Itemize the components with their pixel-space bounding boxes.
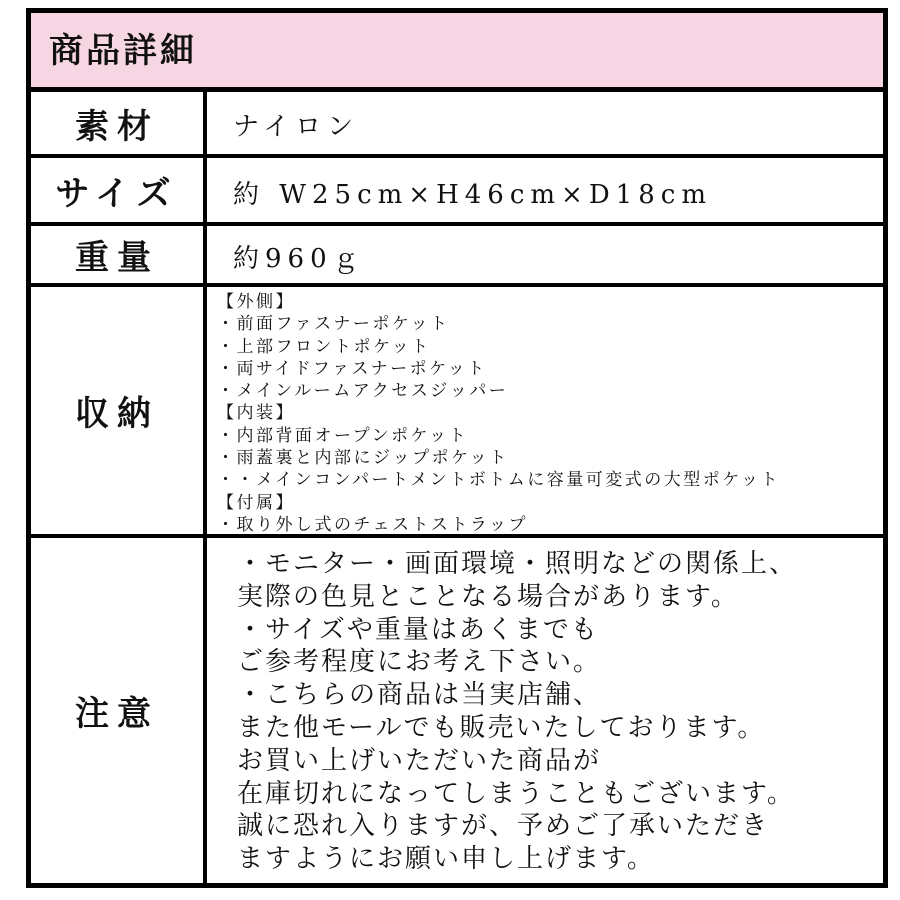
notes-line: ・モニター・画面環境・照明などの関係上、 (237, 549, 798, 579)
weight-label-cell (31, 226, 207, 283)
notes-row (31, 538, 883, 883)
weight-value: 約960ｇ (233, 244, 365, 274)
storage-line: ・メインルームアクセスジッパー (217, 381, 509, 402)
notes-line: 在庫切れになってしまうこともございます。 (237, 778, 795, 809)
material-value: ナイロン (233, 112, 360, 142)
storage-heading-accessories: 【付属】 (217, 492, 295, 513)
storage-line: ・両サイドファスナーポケット (217, 358, 487, 379)
notes-value-cell (207, 538, 883, 883)
weight-row (31, 226, 883, 287)
notes-line: また他モールでも販売いたしております。 (237, 712, 766, 743)
size-label-cell (31, 158, 207, 222)
notes-line: 誠に恐れ入りますが、予めご了承いただき (237, 811, 770, 842)
size-label: サイズ (55, 173, 179, 214)
storage-heading-interior: 【内装】 (217, 403, 295, 424)
storage-label: 収納 (75, 394, 159, 434)
storage-label-cell (31, 287, 207, 534)
title-bar (31, 13, 883, 92)
weight-value-cell (207, 226, 883, 283)
product-details-table (26, 8, 888, 888)
storage-heading-exterior: 【外側】 (217, 292, 295, 312)
storage-line: ・・メインコンパートメントボトムに容量可変式の大型ポケット (217, 470, 780, 491)
material-value-cell (207, 92, 883, 154)
notes-line: ・サイズや重量はあくまでも (237, 614, 599, 645)
storage-row (31, 287, 883, 538)
storage-line: ・前面ファスナーポケット (217, 314, 450, 335)
material-label: 素材 (75, 106, 159, 147)
size-value-cell (207, 158, 883, 222)
notes-label-cell (31, 538, 207, 883)
storage-value-cell (207, 287, 883, 534)
storage-line: ・雨蓋裏と内部にジップポケット (217, 448, 509, 469)
storage-line: ・上部フロントポケット (217, 336, 431, 357)
material-label-cell (31, 92, 207, 154)
notes-line: お買い上げいただいた商品が (237, 745, 602, 776)
material-row (31, 92, 883, 158)
storage-line: ・内部背面オープンポケット (217, 425, 469, 446)
size-value: 約 W25cm×H46cm×D18cm (233, 180, 712, 210)
notes-line: 実際の色見とことなる場合があります。 (237, 581, 739, 612)
size-row (31, 158, 883, 226)
notes-text (237, 548, 797, 876)
weight-label: 重量 (75, 238, 159, 278)
storage-line: ・取り外し式のチェストストラップ (217, 514, 528, 535)
notes-line: ・こちらの商品は当実店舗、 (237, 680, 602, 711)
page-title: 商品詳細 (49, 31, 197, 71)
notes-line: ますようにお願い申し上げます。 (237, 844, 655, 875)
notes-label: 注意 (75, 694, 159, 734)
storage-list (217, 291, 780, 536)
notes-line: ご参考程度にお考え下さい。 (237, 647, 602, 678)
